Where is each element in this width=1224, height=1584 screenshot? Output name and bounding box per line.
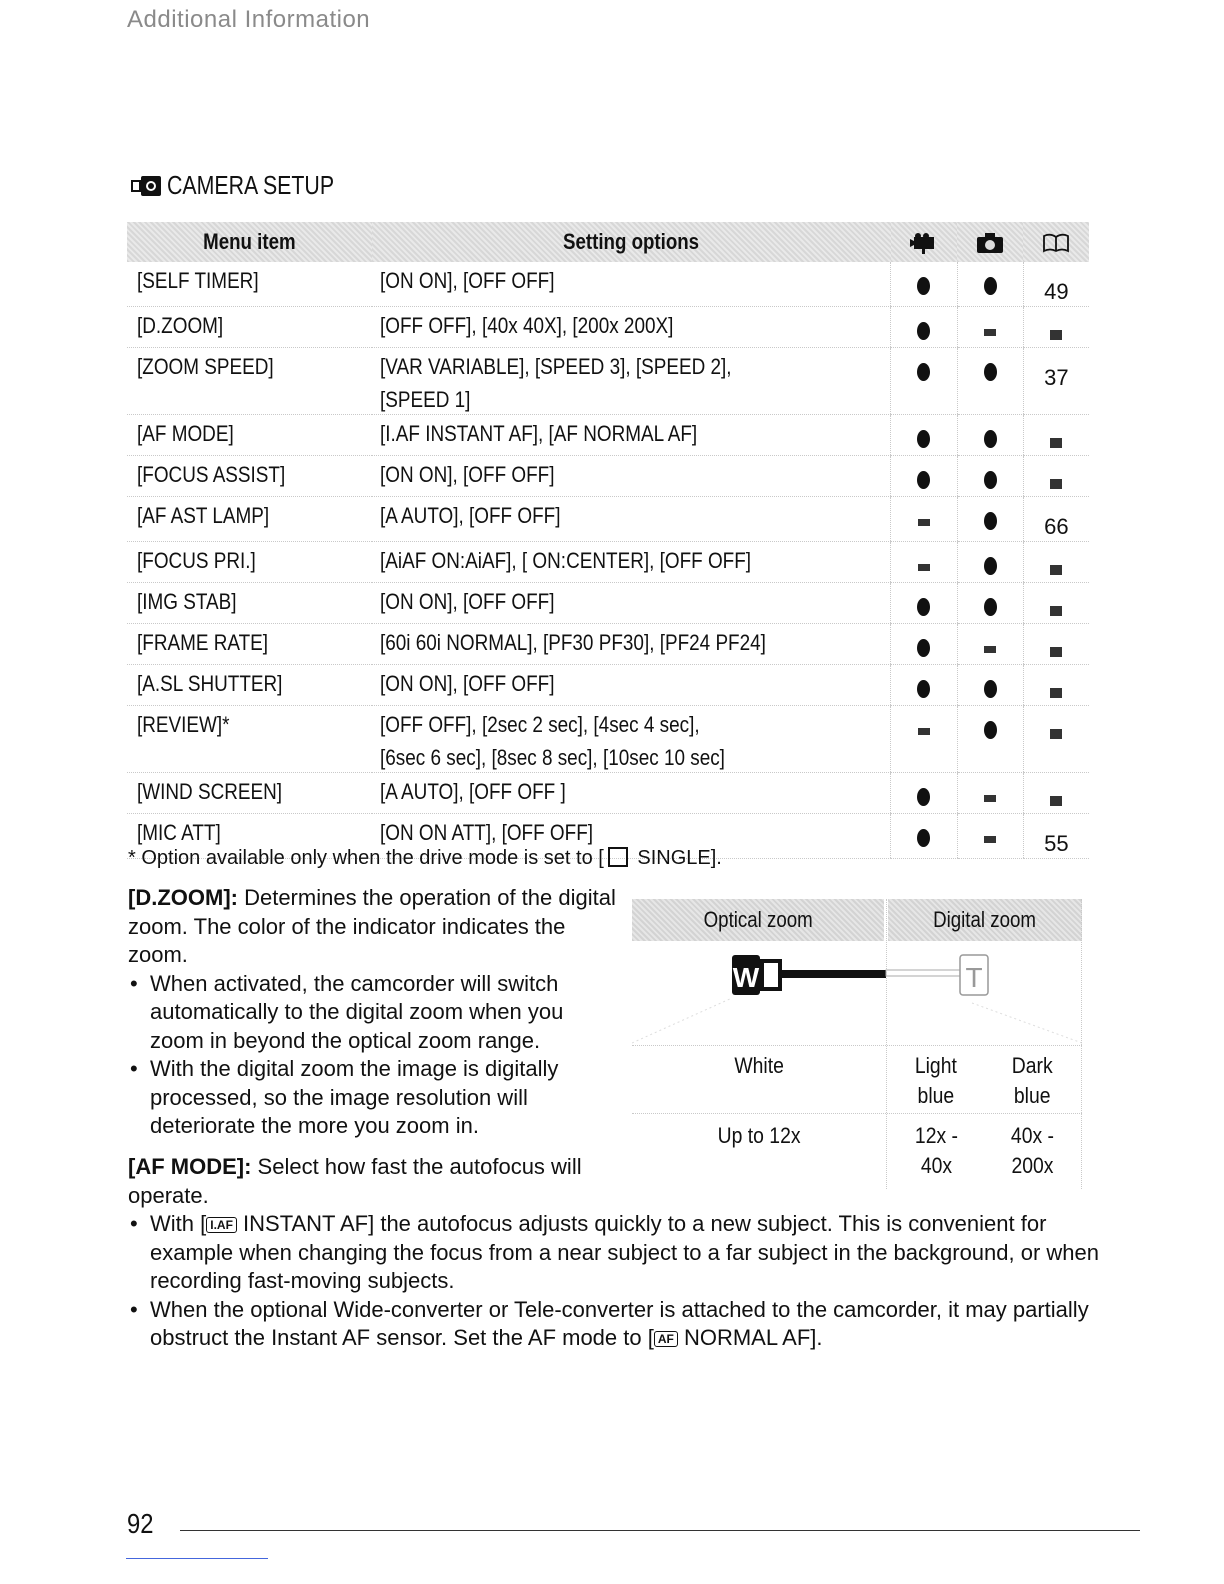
divider xyxy=(886,899,887,1189)
setting-options: [ON ON], [OFF OFF] xyxy=(372,583,891,624)
not-available-dash xyxy=(1050,479,1062,489)
not-available-dash xyxy=(1050,330,1062,340)
table-row xyxy=(127,497,1089,542)
movie-availability xyxy=(891,307,957,348)
section-heading xyxy=(131,170,371,201)
reference-page: 66 xyxy=(1023,497,1089,542)
col-setting-options: Setting options xyxy=(372,222,891,262)
running-header: Additional Information xyxy=(127,6,371,33)
table-row xyxy=(127,542,1089,583)
reference-page: 55 xyxy=(1023,814,1089,859)
table-row xyxy=(127,665,1089,706)
table-row xyxy=(127,456,1089,497)
table-row xyxy=(127,415,1089,456)
menu-item-name: [FOCUS ASSIST] xyxy=(127,456,372,497)
list-item: • With [ I.AF INSTANT AF] the autofocus adjusts quickly to a new subject. This is convenient for example when changing the focus from a near subject to a far subject in the background, or when recording fast-moving subjects. xyxy=(128,1210,1118,1296)
not-available-dash xyxy=(1050,729,1062,739)
menu-item-name: [SELF TIMER] xyxy=(127,262,372,307)
dzoom-desc: Determines the operation of the digital zoom. The color of the indicator indicates the zoom. xyxy=(128,885,616,967)
divider xyxy=(632,1113,1082,1114)
available-dot xyxy=(984,430,997,448)
menu-item-name: [IMG STAB] xyxy=(127,583,372,624)
menu-item-name: [MIC ATT] xyxy=(127,814,372,859)
menu-item-name: [REVIEW]* xyxy=(127,706,372,773)
available-dot xyxy=(917,322,930,340)
movie-availability xyxy=(891,665,957,706)
still-camera-icon xyxy=(975,232,1005,254)
dzoom-term: [D.ZOOM]: xyxy=(128,885,238,910)
not-available-dash xyxy=(1050,565,1062,575)
table-header-row xyxy=(127,222,1089,262)
afmode-term: [AF MODE]: xyxy=(128,1154,252,1179)
available-dot xyxy=(917,788,930,806)
menu-item-name: [D.ZOOM] xyxy=(127,307,372,348)
reference-page: 37 xyxy=(1023,348,1089,415)
movie-availability xyxy=(891,583,957,624)
photo-availability xyxy=(957,814,1023,859)
available-dot xyxy=(984,557,997,575)
list-item: • With the digital zoom the image is digitally processed, so the image resolution will deteriorate the more you zoom in. xyxy=(128,1055,618,1141)
reference-page xyxy=(1023,624,1089,665)
table-row xyxy=(127,624,1089,665)
not-available-dash xyxy=(984,795,996,802)
available-dot xyxy=(984,363,997,381)
available-dot xyxy=(984,277,997,295)
not-available-dash xyxy=(1050,688,1062,698)
table-row xyxy=(127,307,1089,348)
camera-setup-table xyxy=(127,222,1089,859)
table-row xyxy=(127,262,1089,307)
setting-options: [A AUTO], [OFF OFF ] xyxy=(372,773,891,814)
reference-page xyxy=(1023,773,1089,814)
not-available-dash xyxy=(1050,606,1062,616)
footer-rule xyxy=(180,1530,1140,1531)
reference-page xyxy=(1023,665,1089,706)
not-available-dash xyxy=(918,519,930,526)
optical-color: White xyxy=(734,1053,784,1078)
reference-page xyxy=(1023,583,1089,624)
menu-item-name: [AF AST LAMP] xyxy=(127,497,372,542)
menu-item-name: [AF MODE] xyxy=(127,415,372,456)
menu-item-name: [ZOOM SPEED] xyxy=(127,348,372,415)
photo-availability xyxy=(957,456,1023,497)
available-dot xyxy=(917,829,930,847)
table-row xyxy=(127,348,1089,415)
reference-page xyxy=(1023,456,1089,497)
available-dot xyxy=(917,277,930,295)
footer-accent-line xyxy=(126,1558,268,1559)
col-digital-zoom: Digital zoom xyxy=(888,899,1082,941)
camera-setup-icon xyxy=(131,173,163,199)
instant-af-icon: I.AF xyxy=(206,1217,237,1233)
table-row xyxy=(127,773,1089,814)
table-row xyxy=(127,583,1089,624)
available-dot xyxy=(984,471,997,489)
setting-options: [AiAF ON:AiAF], [ ON:CENTER], [OFF OFF] xyxy=(372,542,891,583)
photo-availability xyxy=(957,665,1023,706)
col-page xyxy=(1023,222,1089,262)
photo-availability xyxy=(957,624,1023,665)
setting-options: [OFF OFF], [40x 40X], [200x 200X] xyxy=(372,307,891,348)
col-menu-item: Menu item xyxy=(127,222,372,262)
table-row xyxy=(127,706,1089,773)
movie-availability xyxy=(891,814,957,859)
menu-item-name: [WIND SCREEN] xyxy=(127,773,372,814)
menu-item-name: [FOCUS PRI.] xyxy=(127,542,372,583)
photo-availability xyxy=(957,348,1023,415)
setting-options: [60i 60i NORMAL], [PF30 PF30], [PF24 PF24] xyxy=(372,624,891,665)
movie-availability xyxy=(891,415,957,456)
setting-options: [ON ON], [OFF OFF] xyxy=(372,456,891,497)
menu-item-name: [FRAME RATE] xyxy=(127,624,372,665)
available-dot xyxy=(917,430,930,448)
photo-availability xyxy=(957,497,1023,542)
available-dot xyxy=(984,512,997,530)
not-available-dash xyxy=(984,646,996,653)
photo-availability xyxy=(957,415,1023,456)
available-dot xyxy=(984,721,997,739)
movie-availability xyxy=(891,542,957,583)
movie-availability xyxy=(891,624,957,665)
setting-options: [OFF OFF], [2sec 2 sec], [4sec 4 sec], [6sec 6 sec], [8sec 8 sec], [10sec 10 sec] xyxy=(372,706,891,773)
available-dot xyxy=(984,598,997,616)
not-available-dash xyxy=(918,728,930,735)
photo-availability xyxy=(957,262,1023,307)
dzoom-description xyxy=(128,884,618,1141)
movie-availability xyxy=(891,262,957,307)
not-available-dash xyxy=(984,329,996,336)
available-dot xyxy=(917,471,930,489)
available-dot xyxy=(984,680,997,698)
available-dot xyxy=(917,639,930,657)
not-available-dash xyxy=(1050,647,1062,657)
zoom-bar-icon xyxy=(632,943,1082,1047)
not-available-dash xyxy=(1050,796,1062,806)
setting-options: [I.AF INSTANT AF], [AF NORMAL AF] xyxy=(372,415,891,456)
reference-page: 49 xyxy=(1023,262,1089,307)
reference-page xyxy=(1023,307,1089,348)
photo-availability xyxy=(957,583,1023,624)
movie-availability xyxy=(891,773,957,814)
table-footnote: * Option available only when the drive mode is set to [ SINGLE]. xyxy=(128,847,722,869)
section-title: CAMERA SETUP xyxy=(167,170,335,200)
movie-camera-icon xyxy=(909,232,939,254)
svg-text:T: T xyxy=(965,962,983,993)
normal-af-icon: AF xyxy=(654,1331,678,1347)
col-movie xyxy=(891,222,957,262)
reference-page xyxy=(1023,542,1089,583)
digital-color-2: Dark blue xyxy=(1011,1053,1053,1108)
menu-item-name: [A.SL SHUTTER] xyxy=(127,665,372,706)
digital-range-1: 12x - 40x xyxy=(914,1123,958,1178)
photo-availability xyxy=(957,773,1023,814)
list-item: • When the optional Wide-converter or Tele-converter is attached to the camcorder, it may partially obstruct the Instant AF sensor. Set the AF mode to [ AF NORMAL AF]. xyxy=(128,1296,1118,1353)
col-optical-zoom: Optical zoom xyxy=(632,899,884,941)
not-available-dash xyxy=(918,564,930,571)
book-icon xyxy=(1042,233,1070,253)
available-dot xyxy=(917,363,930,381)
photo-availability xyxy=(957,706,1023,773)
movie-availability xyxy=(891,456,957,497)
reference-page xyxy=(1023,706,1089,773)
photo-availability xyxy=(957,542,1023,583)
not-available-dash xyxy=(1050,438,1062,448)
zoom-indicator-table xyxy=(632,899,1082,1189)
setting-options: [ON ON ATT], [OFF OFF] xyxy=(372,814,891,859)
setting-options: [A AUTO], [OFF OFF] xyxy=(372,497,891,542)
afmode-description xyxy=(128,1153,1118,1353)
afmode-desc: Select how fast the autofocus will operate. xyxy=(128,1154,582,1208)
divider xyxy=(1081,899,1082,1189)
col-photo xyxy=(957,222,1023,262)
digital-range-2: 40x - 200x xyxy=(1010,1123,1054,1178)
page-number: 92 xyxy=(127,1508,154,1539)
photo-availability xyxy=(957,307,1023,348)
setting-options: [ON ON], [OFF OFF] xyxy=(372,665,891,706)
setting-options: [ON ON], [OFF OFF] xyxy=(372,262,891,307)
digital-color-1: Light blue xyxy=(915,1053,957,1108)
reference-page xyxy=(1023,415,1089,456)
setting-options: [VAR VARIABLE], [SPEED 3], [SPEED 2], [SPEED 1] xyxy=(372,348,891,415)
movie-availability xyxy=(891,497,957,542)
movie-availability xyxy=(891,706,957,773)
optical-range: Up to 12x xyxy=(717,1123,801,1148)
available-dot xyxy=(917,680,930,698)
single-mode-icon xyxy=(608,847,628,867)
not-available-dash xyxy=(984,836,996,843)
svg-text:W: W xyxy=(732,962,760,993)
divider xyxy=(632,1045,1082,1046)
list-item: • When activated, the camcorder will switch automatically to the digital zoom when you zoom in beyond the optical zoom range. xyxy=(128,970,618,1056)
movie-availability xyxy=(891,348,957,415)
available-dot xyxy=(917,598,930,616)
